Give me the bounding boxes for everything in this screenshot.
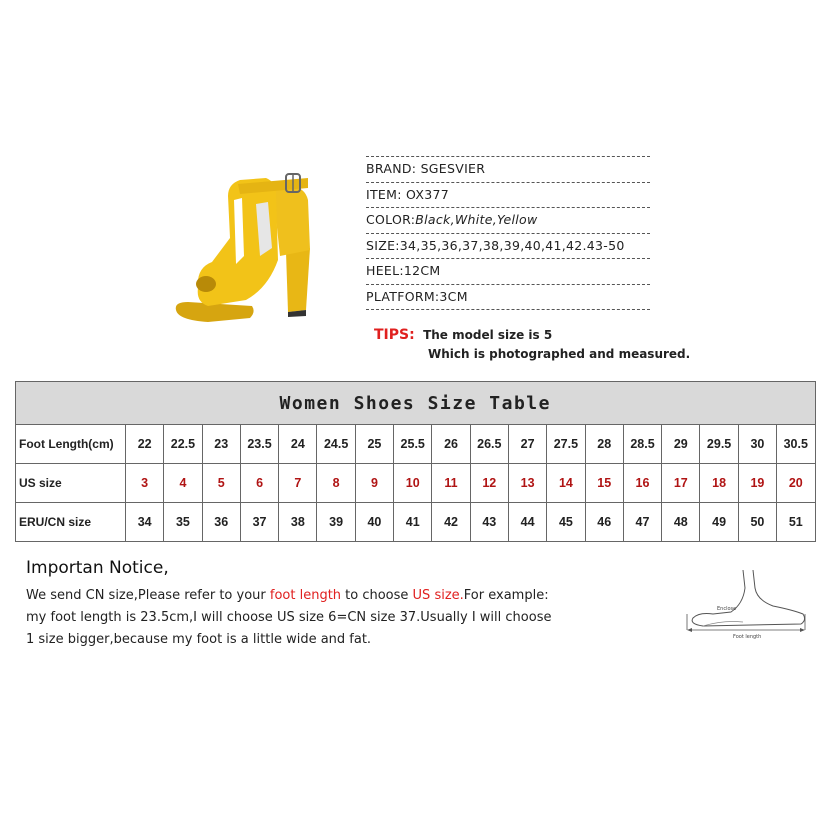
table-cell: 18 [700,464,738,503]
enclose-label: Enclose [717,606,737,612]
table-cell: 9 [355,464,393,503]
spec-brand: BRAND: SGESVIER [366,156,650,183]
notice-text [26,585,626,651]
table-cell: 42 [432,503,470,542]
table-cell: 5 [202,464,240,503]
tips-label: TIPS: [374,327,415,343]
table-cell: 30.5 [777,425,815,464]
spec-platform: PLATFORM:3CM [366,285,650,311]
tips-line2: Which is photographed and measured. [428,347,691,361]
table-cell: 4 [164,464,202,503]
table-cell: 23.5 [240,425,278,464]
tips [374,326,690,364]
spec-size: SIZE:34,35,36,37,38,39,40,41,42.43-50 [366,234,650,260]
product-specs [366,156,650,310]
table-cell: 28 [585,425,623,464]
table-cell: 39 [317,503,355,542]
table-cell: 10 [394,464,432,503]
notice-line-2: my foot length is 23.5cm,I will choose US size 6=CN size 37.Usually I will choose [26,610,552,625]
table-cell: 25 [355,425,393,464]
size-table [15,381,816,542]
table-cell: 14 [547,464,585,503]
table-cell: 44 [508,503,546,542]
notice-title: Importan Notice, [26,558,169,578]
table-cell: 30 [738,425,776,464]
table-cell: 16 [623,464,661,503]
table-cell: 27.5 [547,425,585,464]
table-cell: 25.5 [394,425,432,464]
table-cell: 48 [662,503,700,542]
table-cell: 19 [738,464,776,503]
table-cell: 45 [547,503,585,542]
table-cell: 15 [585,464,623,503]
table-row [16,464,816,503]
shoe-product-image [168,160,328,325]
row-label: Foot Length(cm) [16,425,126,464]
table-cell: 37 [240,503,278,542]
table-cell: 36 [202,503,240,542]
table-cell: 22 [126,425,164,464]
table-cell: 22.5 [164,425,202,464]
table-cell: 13 [508,464,546,503]
notice-text-b: to choose [341,588,413,603]
foot-length-label: Foot length [733,634,762,640]
table-cell: 38 [279,503,317,542]
table-cell: 17 [662,464,700,503]
table-cell: 47 [623,503,661,542]
table-cell: 24.5 [317,425,355,464]
notice-text-c: For example: [463,588,549,603]
table-cell: 20 [777,464,815,503]
table-cell: 35 [164,503,202,542]
table-cell: 50 [738,503,776,542]
spec-heel: HEEL:12CM [366,259,650,285]
table-cell: 46 [585,503,623,542]
notice-line-3: 1 size bigger,because my foot is a little wide and fat. [26,632,372,647]
table-cell: 29 [662,425,700,464]
size-table-title: Women Shoes Size Table [16,382,816,425]
spec-color [366,208,650,234]
table-cell: 6 [240,464,278,503]
table-row [16,503,816,542]
table-cell: 43 [470,503,508,542]
table-cell: 34 [126,503,164,542]
foot-measure-diagram [683,568,809,643]
notice-line-1 [26,585,626,607]
table-cell: 12 [470,464,508,503]
table-cell: 11 [432,464,470,503]
table-cell: 26 [432,425,470,464]
table-cell: 8 [317,464,355,503]
table-cell: 41 [394,503,432,542]
table-cell: 28.5 [623,425,661,464]
table-cell: 51 [777,503,815,542]
spec-item: ITEM: OX377 [366,183,650,209]
table-cell: 26.5 [470,425,508,464]
table-cell: 27 [508,425,546,464]
tips-line1: The model size is 5 [423,328,553,342]
notice-text-a: We send CN size,Please refer to your [26,588,270,603]
notice-highlight-foot-length: foot length [269,588,342,603]
notice-highlight-us-size: US size. [412,588,464,603]
spec-color-label: COLOR: [366,212,416,227]
row-label: ERU/CN size [16,503,126,542]
table-cell: 29.5 [700,425,738,464]
table-cell: 23 [202,425,240,464]
spec-color-value: Black,White,Yellow [415,212,538,227]
table-cell: 40 [355,503,393,542]
table-cell: 24 [279,425,317,464]
row-label: US size [16,464,126,503]
table-cell: 7 [279,464,317,503]
table-row [16,425,816,464]
table-cell: 49 [700,503,738,542]
table-cell: 3 [126,464,164,503]
